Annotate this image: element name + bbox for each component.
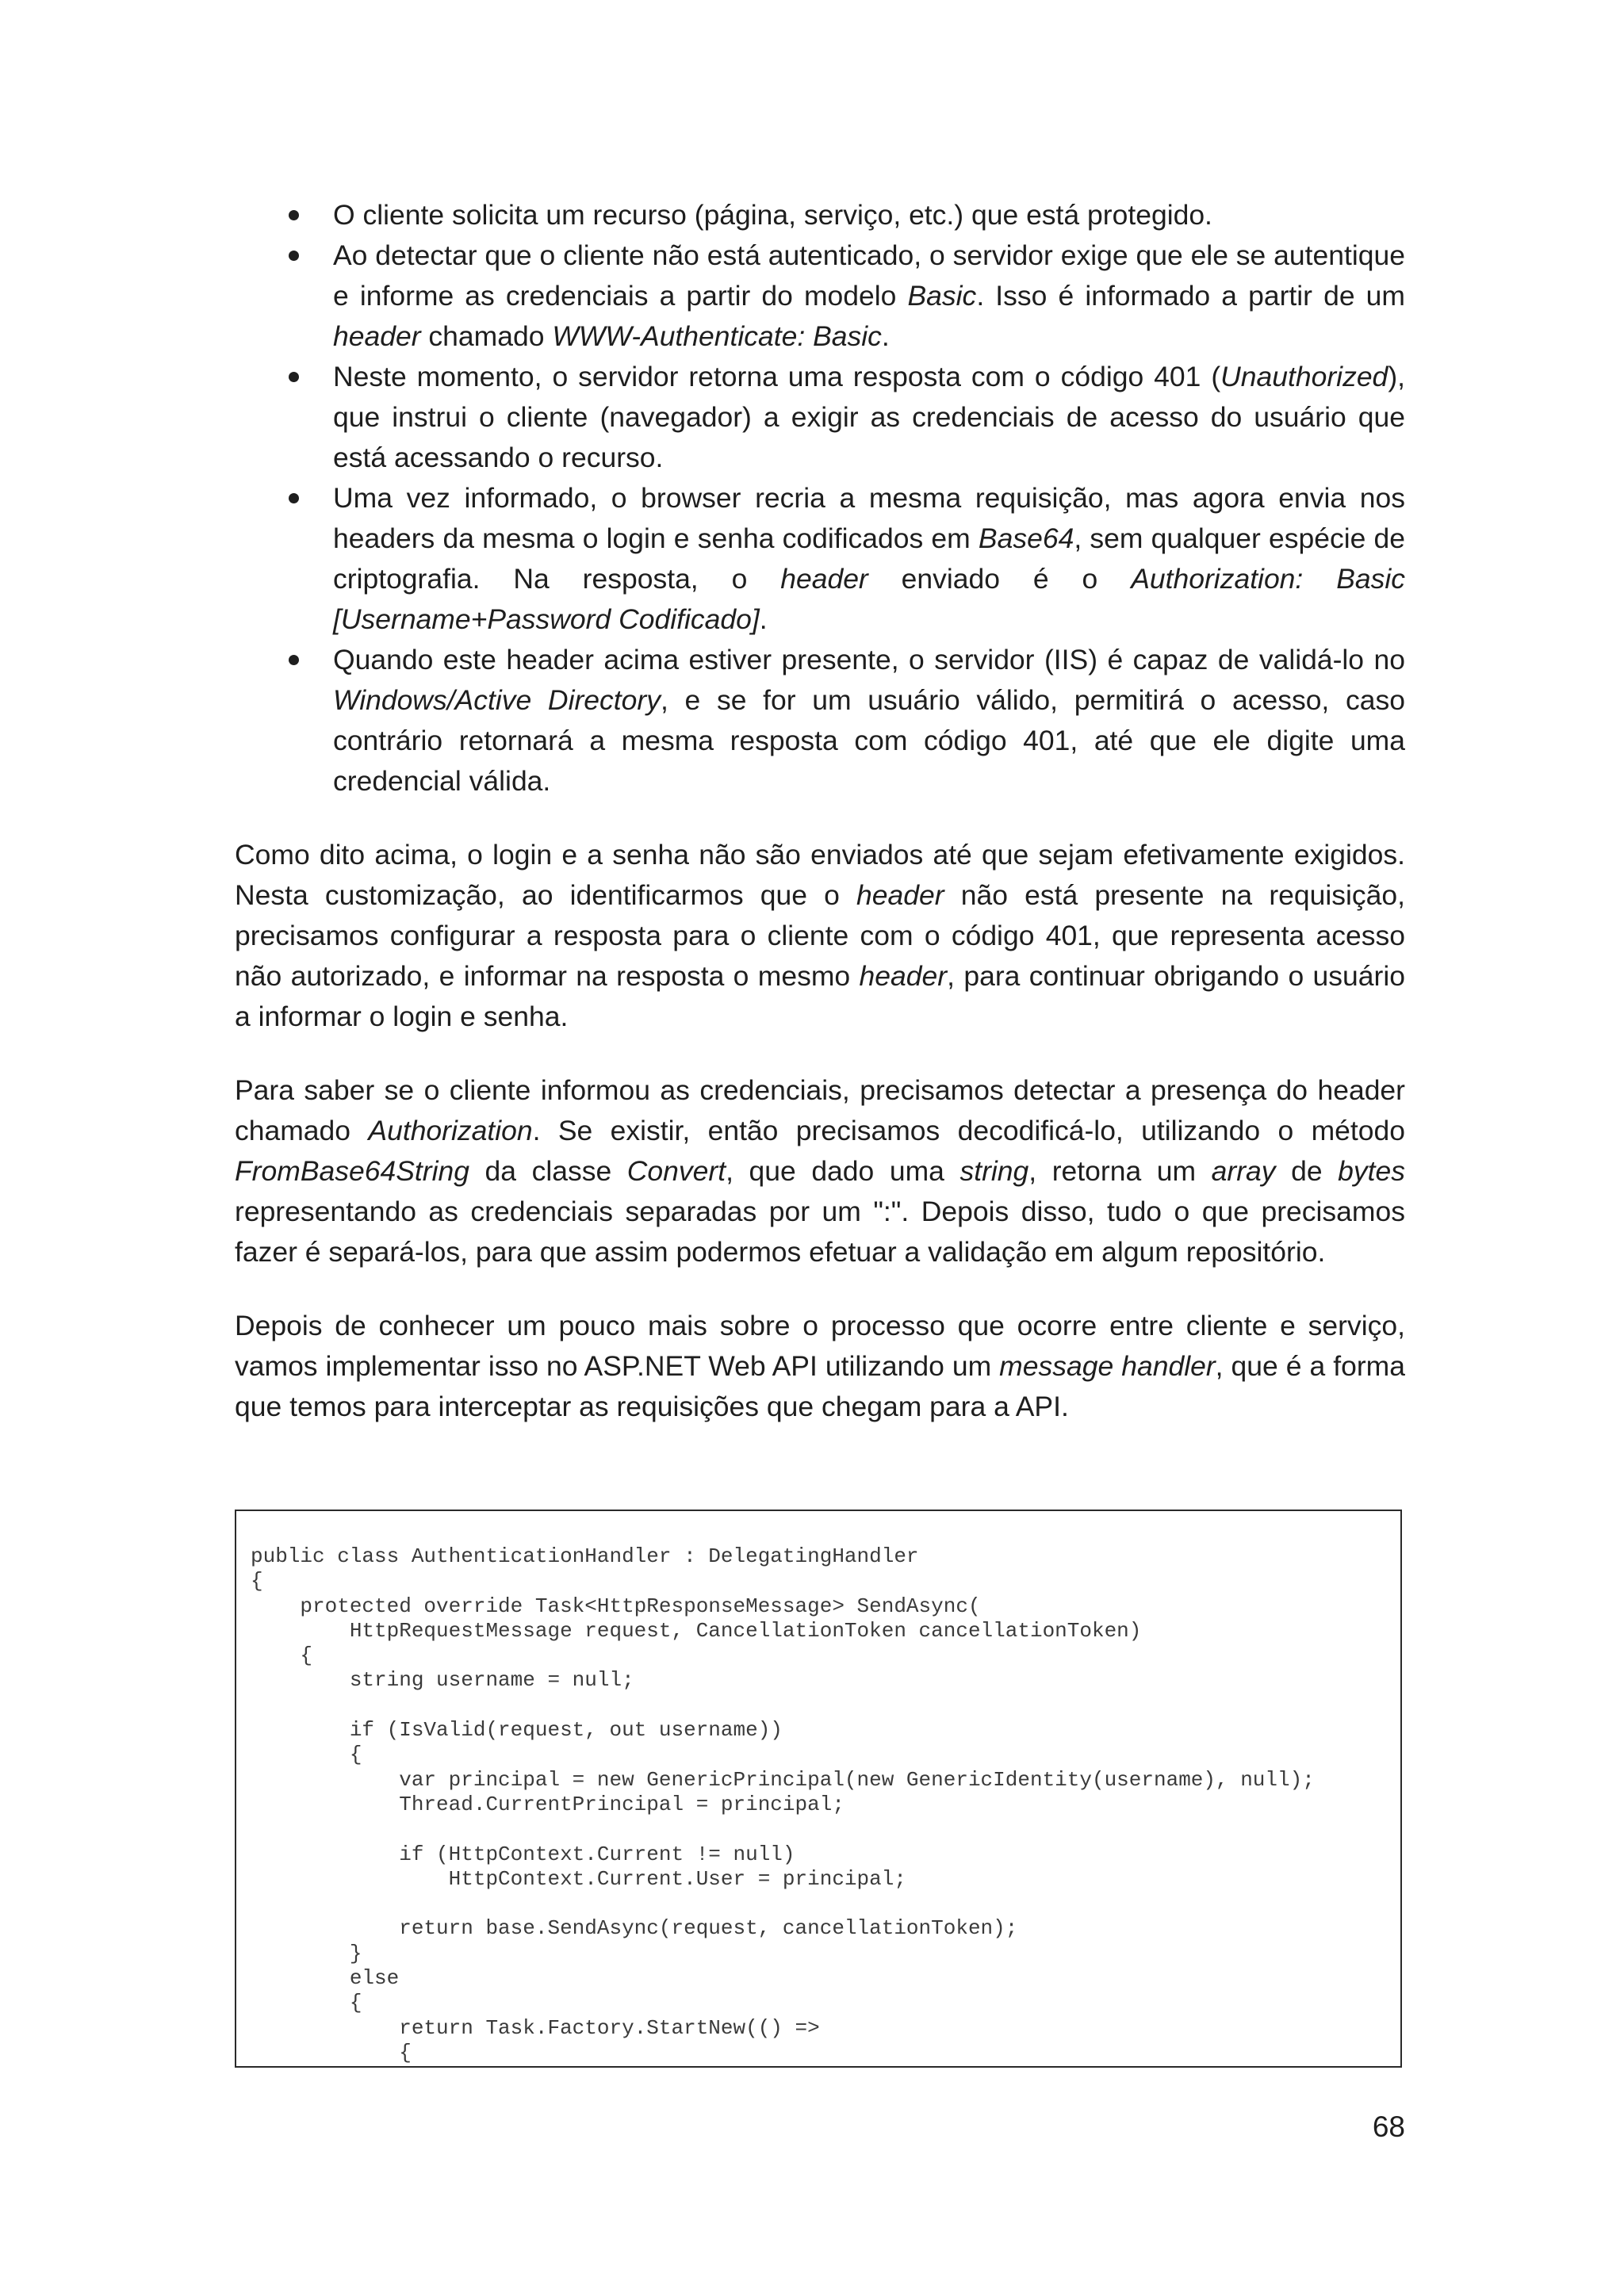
text-run: chamado (420, 320, 553, 352)
bullet-item (235, 235, 1405, 357)
emphasis-text: header (780, 563, 868, 595)
text-run: , sem qualquer espécie de criptografia. Na resposta, o (333, 522, 1405, 595)
text-run: Uma vez informado, o browser recria a mesma requisição, mas agora envia nos headers da mesma o login e senha codificados em (333, 482, 1405, 554)
bullet-item (235, 478, 1405, 640)
text-run: . Se existir, então precisamos decodificá-lo, utilizando o método (532, 1115, 1406, 1146)
text-run: de (1275, 1155, 1339, 1187)
emphasis-text: Convert (626, 1155, 726, 1187)
emphasis-text: Authorization: Basic [Username+Password Codificado] (333, 563, 1406, 635)
emphasis-text: string (959, 1155, 1029, 1187)
code-listing (235, 1510, 1402, 2068)
text-run: , retorna um (1028, 1155, 1212, 1187)
text-run: Quando este header acima estiver presente, o servidor (IIS) é capaz de validá-lo no (333, 644, 1405, 675)
page-number: 68 (1372, 2110, 1405, 2143)
text-run: . (759, 603, 768, 635)
text-run: , e se for um usuário válido, permitirá o acesso, caso contrário retornará a mesma resposta com código 401, até que ele digite uma credencial válida. (333, 684, 1405, 797)
page-body (235, 195, 1405, 1427)
emphasis-text: header (859, 960, 948, 992)
emphasis-text: message handler (999, 1350, 1216, 1382)
body-paragraph (235, 1070, 1405, 1272)
text-run: Depois de conhecer um pouco mais sobre o processo que ocorre entre cliente e serviço, vamos implementar isso no ASP.NET Web API utilizando um (235, 1310, 1405, 1382)
text-run: Para saber se o cliente informou as credenciais, precisamos detectar a presença do header chamado (235, 1074, 1405, 1146)
text-run: , que dado uma (726, 1155, 960, 1187)
bullet-item (235, 357, 1405, 478)
text-run: da classe (469, 1155, 627, 1187)
text-run: não está presente na requisição, precisamos configurar a resposta para o cliente com o código 401, que representa acesso não autorizado, e informar na resposta o mesmo (235, 879, 1405, 992)
text-run: ), que instrui o cliente (navegador) a exigir as credenciais de acesso do usuário que está acessando o recurso. (333, 361, 1405, 473)
text-run: . Isso é informado a partir de um (976, 280, 1405, 312)
text-run: representando as credenciais separadas por um ":". Depois disso, tudo o que precisamos fazer é separá-los, para que assim podermos efetuar a validação em algum repositório. (235, 1196, 1405, 1268)
text-run: . (881, 320, 890, 352)
body-paragraph (235, 1306, 1405, 1427)
emphasis-text: array (1211, 1155, 1276, 1187)
text-run: Ao detectar que o cliente não está autenticado, o servidor exige que ele se autentique e informe as credenciais a partir do modelo (333, 239, 1405, 312)
text-run: Neste momento, o servidor retorna uma resposta com o código 401 ( (333, 361, 1221, 392)
emphasis-text: Basic (907, 280, 977, 312)
emphasis-text: bytes (1338, 1155, 1406, 1187)
text-run: , para continuar obrigando o usuário a informar o login e senha. (235, 960, 1405, 1032)
text-run: O cliente solicita um recurso (página, serviço, etc.) que está protegido. (333, 199, 1212, 231)
emphasis-text: FromBase64String (235, 1155, 469, 1187)
text-run: , que é a forma que temos para interceptar as requisições que chegam para a API. (235, 1350, 1405, 1422)
text-run: Como dito acima, o login e a senha não são enviados até que sejam efetivamente exigidos. Nesta customização, ao identificarmos que o (235, 839, 1405, 911)
body-paragraph (235, 835, 1405, 1037)
bullet-list (235, 195, 1405, 802)
bullet-item (235, 640, 1405, 802)
paragraph-list (235, 835, 1405, 1427)
emphasis-text: header (856, 879, 944, 911)
emphasis-text: Unauthorized (1220, 361, 1388, 392)
emphasis-text: header (333, 320, 421, 352)
emphasis-text: Authorization (368, 1115, 533, 1146)
emphasis-text: WWW-Authenticate: Basic (552, 320, 882, 352)
emphasis-text: Base64 (978, 522, 1074, 554)
bullet-item (235, 195, 1405, 235)
code-block: public class AuthenticationHandler : DelegatingHandler { protected override Task<HttpResponseMessage> SendAsync( HttpRequestMessage request, CancellationToken cancellationToken) { string username = null; if (IsValid(request, out username)) { var principal = new GenericPrincipal(new GenericIdentity(username), null); Thread.CurrentPrincipal = principal; if (HttpContext.Current != null) HttpContext.Current.User = principal; return base.SendAsync(request, cancellationToken); } else { return Task.Factory.StartNew(() => { (251, 1544, 1315, 2064)
text-run: enviado é o (868, 563, 1132, 595)
emphasis-text: Windows/Active Directory (333, 684, 661, 716)
